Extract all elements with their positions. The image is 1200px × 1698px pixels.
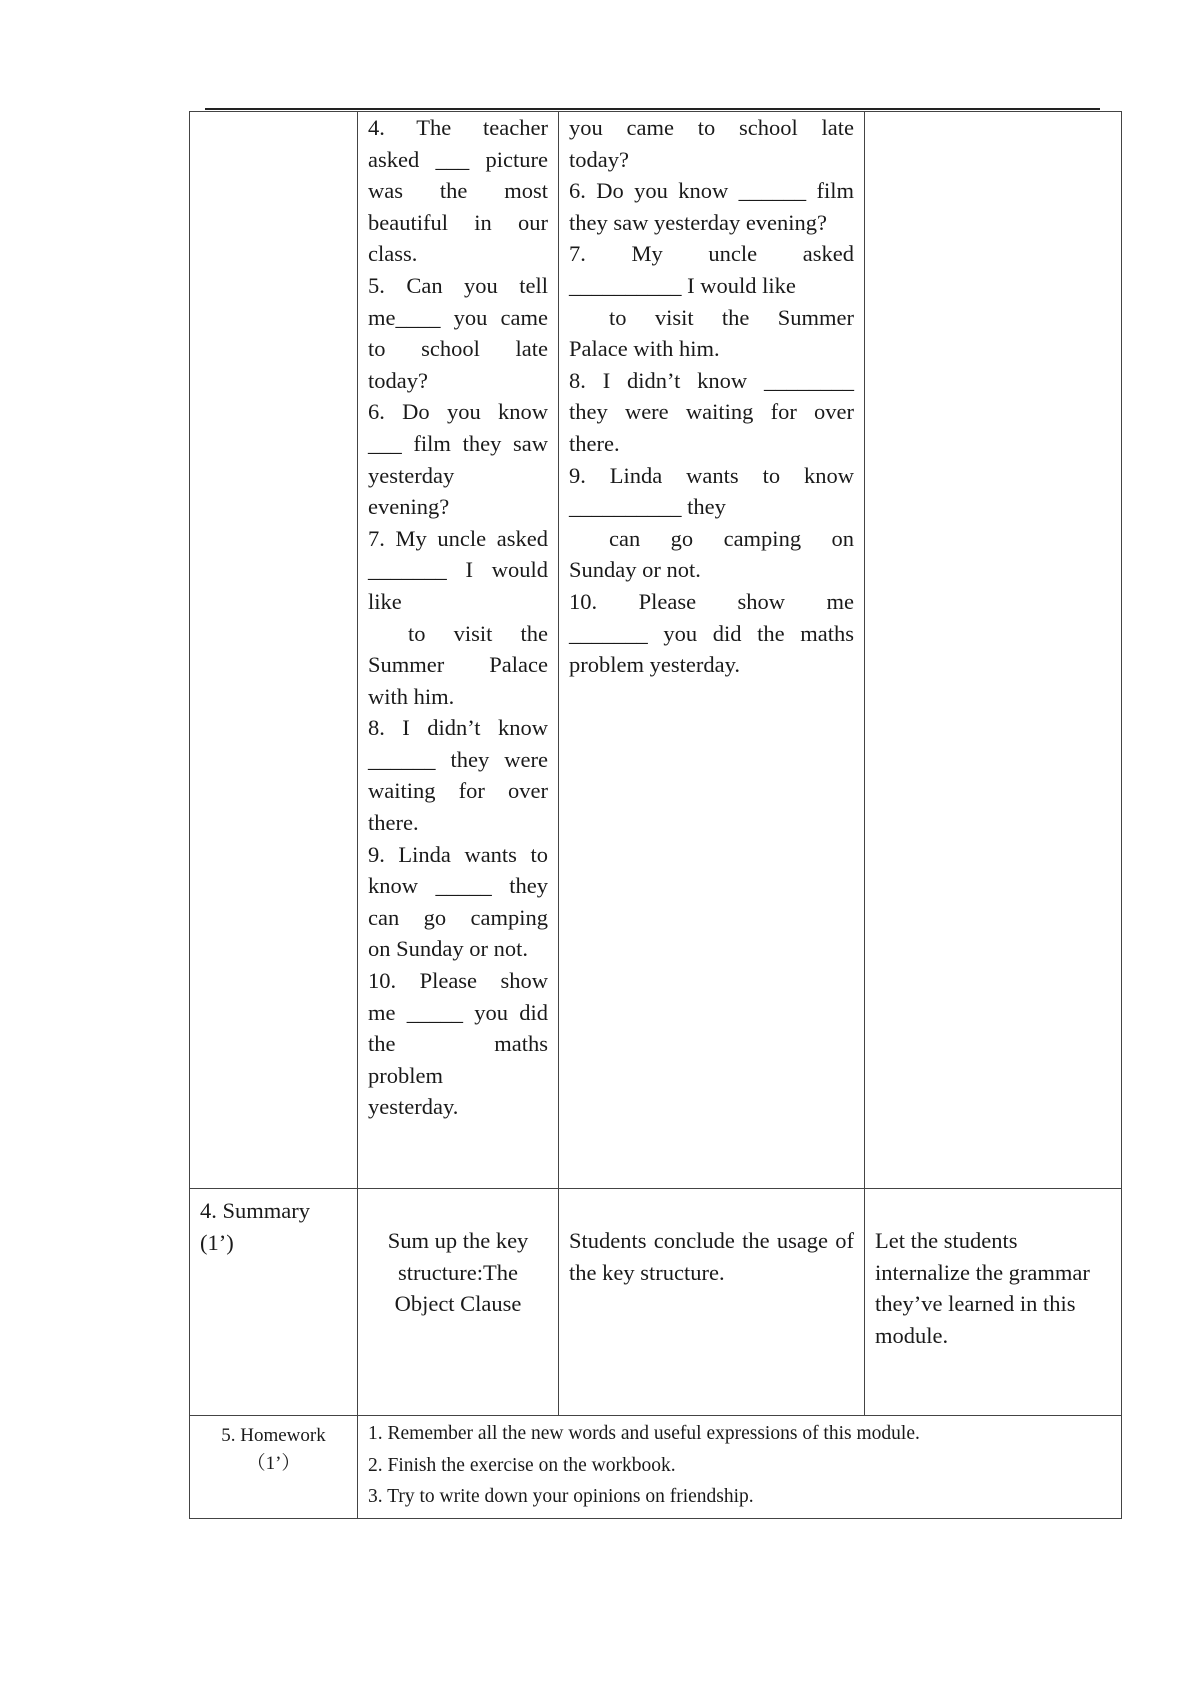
exercise-line: to visit the <box>408 620 548 646</box>
exercise-line: 9. Linda wants to know <box>569 462 854 488</box>
exercise-line: know _____ they <box>368 873 548 899</box>
exercise-line: Sunday or not. <box>569 557 701 583</box>
summary-student-activity <box>559 1189 865 1416</box>
exercise-line: ___ film they saw <box>368 430 548 456</box>
exercise-line: problem yesterday. <box>569 652 740 678</box>
header-rule <box>205 108 1100 110</box>
lesson-plan-table <box>189 111 1122 1519</box>
summary-teacher-activity <box>358 1189 559 1416</box>
exercise-line: there. <box>368 810 419 836</box>
exercise-line: 8. I didn’t know ________ <box>569 367 854 393</box>
table-row-exercises <box>190 112 1122 1189</box>
homework-stage <box>190 1416 358 1519</box>
exercise-line: 6. Do you know <box>368 399 548 425</box>
exercise-line: 6. Do you know ______ film <box>569 178 854 204</box>
exercise-line: the maths <box>368 1031 548 1057</box>
table-row-summary <box>190 1189 1122 1416</box>
exercise-line: to visit the Summer <box>609 304 854 330</box>
summary-teacher-text: Sum up the key structure:The Object Clause <box>387 1228 529 1317</box>
summary-stage-label: 4. Summary (1’) <box>200 1198 310 1255</box>
teacher-activity-cell <box>358 112 559 1189</box>
exercise-line: 7. My uncle asked <box>569 241 854 267</box>
stage-cell-empty <box>190 112 358 1189</box>
exercise-line: 5. Can you tell <box>368 272 548 298</box>
exercise-line: today? <box>569 146 629 172</box>
exercise-line: ______ they were <box>368 746 548 772</box>
exercise-line: _______ I would <box>368 557 548 583</box>
exercise-line: __________ they <box>569 494 726 520</box>
exercise-line: Summer Palace <box>368 652 548 678</box>
exercise-line: you came to school late <box>569 115 854 140</box>
exercise-line: 8. I didn’t know <box>368 715 548 741</box>
summary-student-text: Students conclude the usage of the key structure. <box>569 1228 854 1285</box>
exercise-line: to school late <box>368 336 548 362</box>
exercise-line: can go camping on <box>609 525 854 551</box>
exercise-line: __________ I would like <box>569 272 796 298</box>
exercise-line: was the most <box>368 178 548 204</box>
exercise-line: they were waiting for over <box>569 399 854 425</box>
exercise-line: 10. Please show <box>368 968 548 994</box>
exercise-line: me _____ you did <box>368 999 548 1025</box>
homework-item: 1. Remember all the new words and useful expressions of this module. <box>368 1423 920 1444</box>
exercise-line: asked ___ picture <box>368 146 548 172</box>
exercise-line: waiting for over <box>368 778 548 804</box>
table-row-homework <box>190 1416 1122 1519</box>
exercise-line: me____ you came <box>368 304 548 330</box>
exercise-line: can go camping <box>368 904 548 930</box>
exercise-line: they saw yesterday evening? <box>569 209 828 235</box>
exercise-line: class. <box>368 241 418 267</box>
exercise-line: like <box>368 588 402 614</box>
exercise-line: _______ you did the maths <box>569 620 854 646</box>
exercise-line: evening? <box>368 494 450 520</box>
exercise-line: Palace with him. <box>569 336 720 362</box>
exercise-line: yesterday. <box>368 1094 459 1120</box>
exercise-line: beautiful in our <box>368 209 548 235</box>
student-exercise-text <box>569 112 854 681</box>
exercise-line: 4. The teacher <box>368 115 548 140</box>
exercise-line: there. <box>569 430 620 456</box>
exercise-line: 10. Please show me <box>569 588 854 614</box>
student-activity-cell <box>559 112 865 1189</box>
exercise-line: problem <box>368 1062 443 1088</box>
exercise-line: on Sunday or not. <box>368 936 528 962</box>
homework-item: 2. Finish the exercise on the workbook. <box>368 1454 676 1476</box>
exercise-line: yesterday <box>368 462 455 488</box>
summary-stage <box>190 1189 358 1416</box>
summary-purpose-text: Let the students internalize the grammar they’ve learned in this module. <box>875 1228 1090 1348</box>
homework-stage-label: 5. Homework （1’） <box>221 1425 326 1474</box>
purpose-cell-empty <box>865 112 1122 1189</box>
homework-list <box>358 1416 1122 1519</box>
exercise-line: 7. My uncle asked <box>368 525 548 551</box>
teacher-exercise-text <box>368 112 548 1123</box>
exercise-line: 9. Linda wants to <box>368 841 548 867</box>
homework-item: 3. Try to write down your opinions on friendship. <box>368 1486 754 1507</box>
exercise-line: today? <box>368 367 428 393</box>
exercise-line: with him. <box>368 683 455 709</box>
summary-purpose <box>865 1189 1122 1416</box>
